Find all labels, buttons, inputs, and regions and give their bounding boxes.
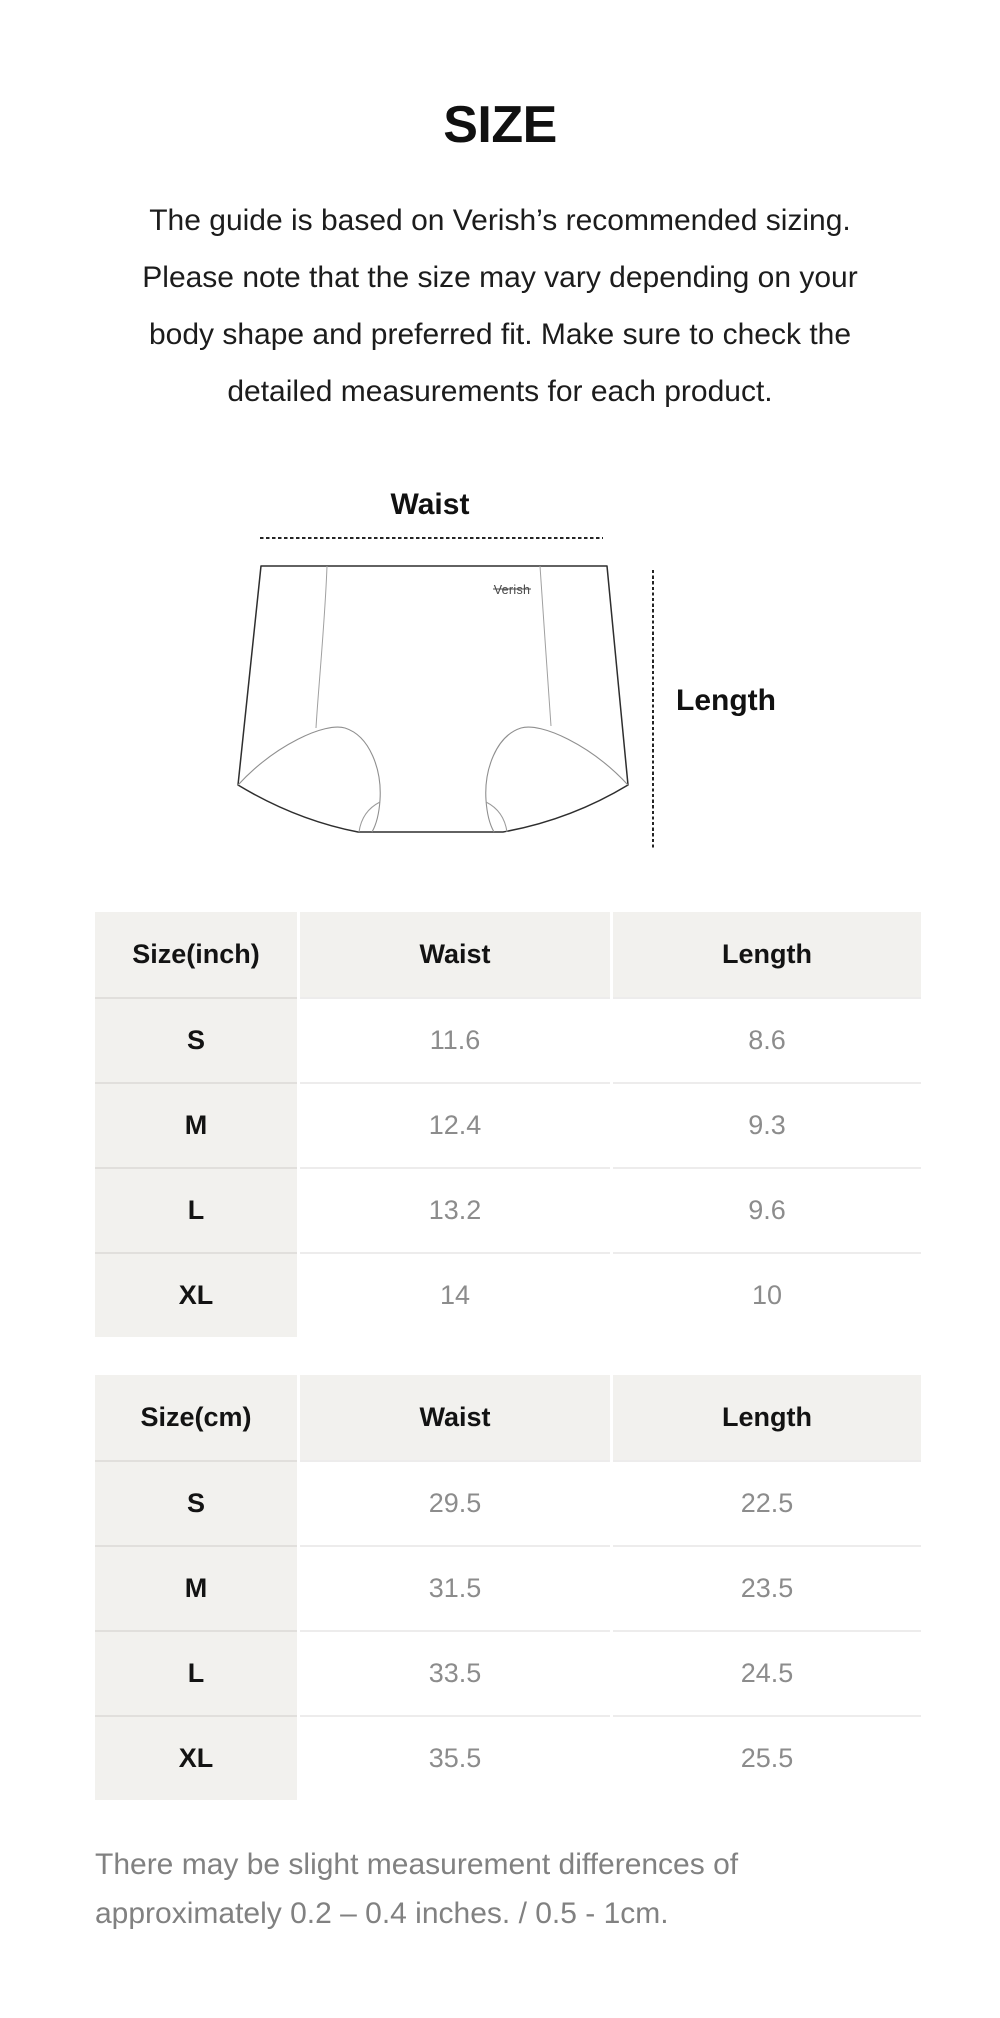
description-line-2: Please note that the size may vary depending on your (142, 261, 858, 294)
table-header-cell: Waist (300, 912, 610, 997)
size-label-cell: XL (95, 1715, 297, 1800)
right-seam-line (540, 566, 551, 726)
size-label-cell: L (95, 1630, 297, 1715)
length-dashed-line (652, 570, 654, 850)
table-header-cell: Waist (300, 1375, 610, 1460)
size-label-cell: XL (95, 1252, 297, 1337)
table-header-cell: Size(inch) (95, 912, 297, 997)
measurement-value-cell: 11.6 (300, 997, 610, 1082)
page-title: SIZE (443, 96, 557, 154)
left-leg-opening-curve (238, 727, 380, 832)
size-label-cell: L (95, 1167, 297, 1252)
measurement-value-cell: 12.4 (300, 1082, 610, 1167)
disclaimer-line-2: approximately 0.2 – 0.4 inches. / 0.5 - 1cm. (95, 1897, 669, 1930)
size-label-cell: M (95, 1545, 297, 1630)
underwear-outline (238, 566, 628, 832)
size-label-cell: S (95, 997, 297, 1082)
disclaimer-line-1: There may be slight measurement differences of (95, 1848, 739, 1881)
measurement-value-cell: 23.5 (613, 1545, 921, 1630)
description-line-3: body shape and preferred fit. Make sure to check the (148, 318, 852, 351)
description-line-4: detailed measurements for each product. (227, 375, 773, 408)
measurement-value-cell: 8.6 (613, 997, 921, 1082)
size-label-cell: M (95, 1082, 297, 1167)
measurement-value-cell: 9.6 (613, 1167, 921, 1252)
table-header-cell: Length (613, 1375, 921, 1460)
size-table-cm (95, 1375, 921, 1800)
underwear-illustration (230, 552, 650, 842)
waist-measure-label: Waist (390, 488, 470, 521)
measurement-value-cell: 29.5 (300, 1460, 610, 1545)
left-gusset-fold (359, 802, 380, 832)
waist-dashed-line (260, 537, 603, 539)
measurement-value-cell: 13.2 (300, 1167, 610, 1252)
right-gusset-fold (486, 802, 507, 832)
measurement-value-cell: 31.5 (300, 1545, 610, 1630)
brand-logo: Verish (493, 583, 531, 597)
measurement-value-cell: 25.5 (613, 1715, 921, 1800)
measurement-value-cell: 14 (300, 1252, 610, 1337)
description-line-1: The guide is based on Verish’s recommended sizing. (149, 204, 851, 237)
measurement-value-cell: 33.5 (300, 1630, 610, 1715)
measurement-value-cell: 35.5 (300, 1715, 610, 1800)
right-leg-opening-curve (486, 727, 628, 832)
measurement-value-cell: 10 (613, 1252, 921, 1337)
size-guide-description (0, 192, 1000, 420)
measurement-value-cell: 22.5 (613, 1460, 921, 1545)
table-header-cell: Length (613, 912, 921, 997)
measurement-value-cell: 24.5 (613, 1630, 921, 1715)
left-seam-line (316, 566, 327, 728)
table-header-cell: Size(cm) (95, 1375, 297, 1460)
size-label-cell: S (95, 1460, 297, 1545)
size-table-inch (95, 912, 921, 1337)
measurement-disclaimer (95, 1840, 955, 1938)
length-measure-label: Length (676, 684, 776, 717)
measurement-value-cell: 9.3 (613, 1082, 921, 1167)
